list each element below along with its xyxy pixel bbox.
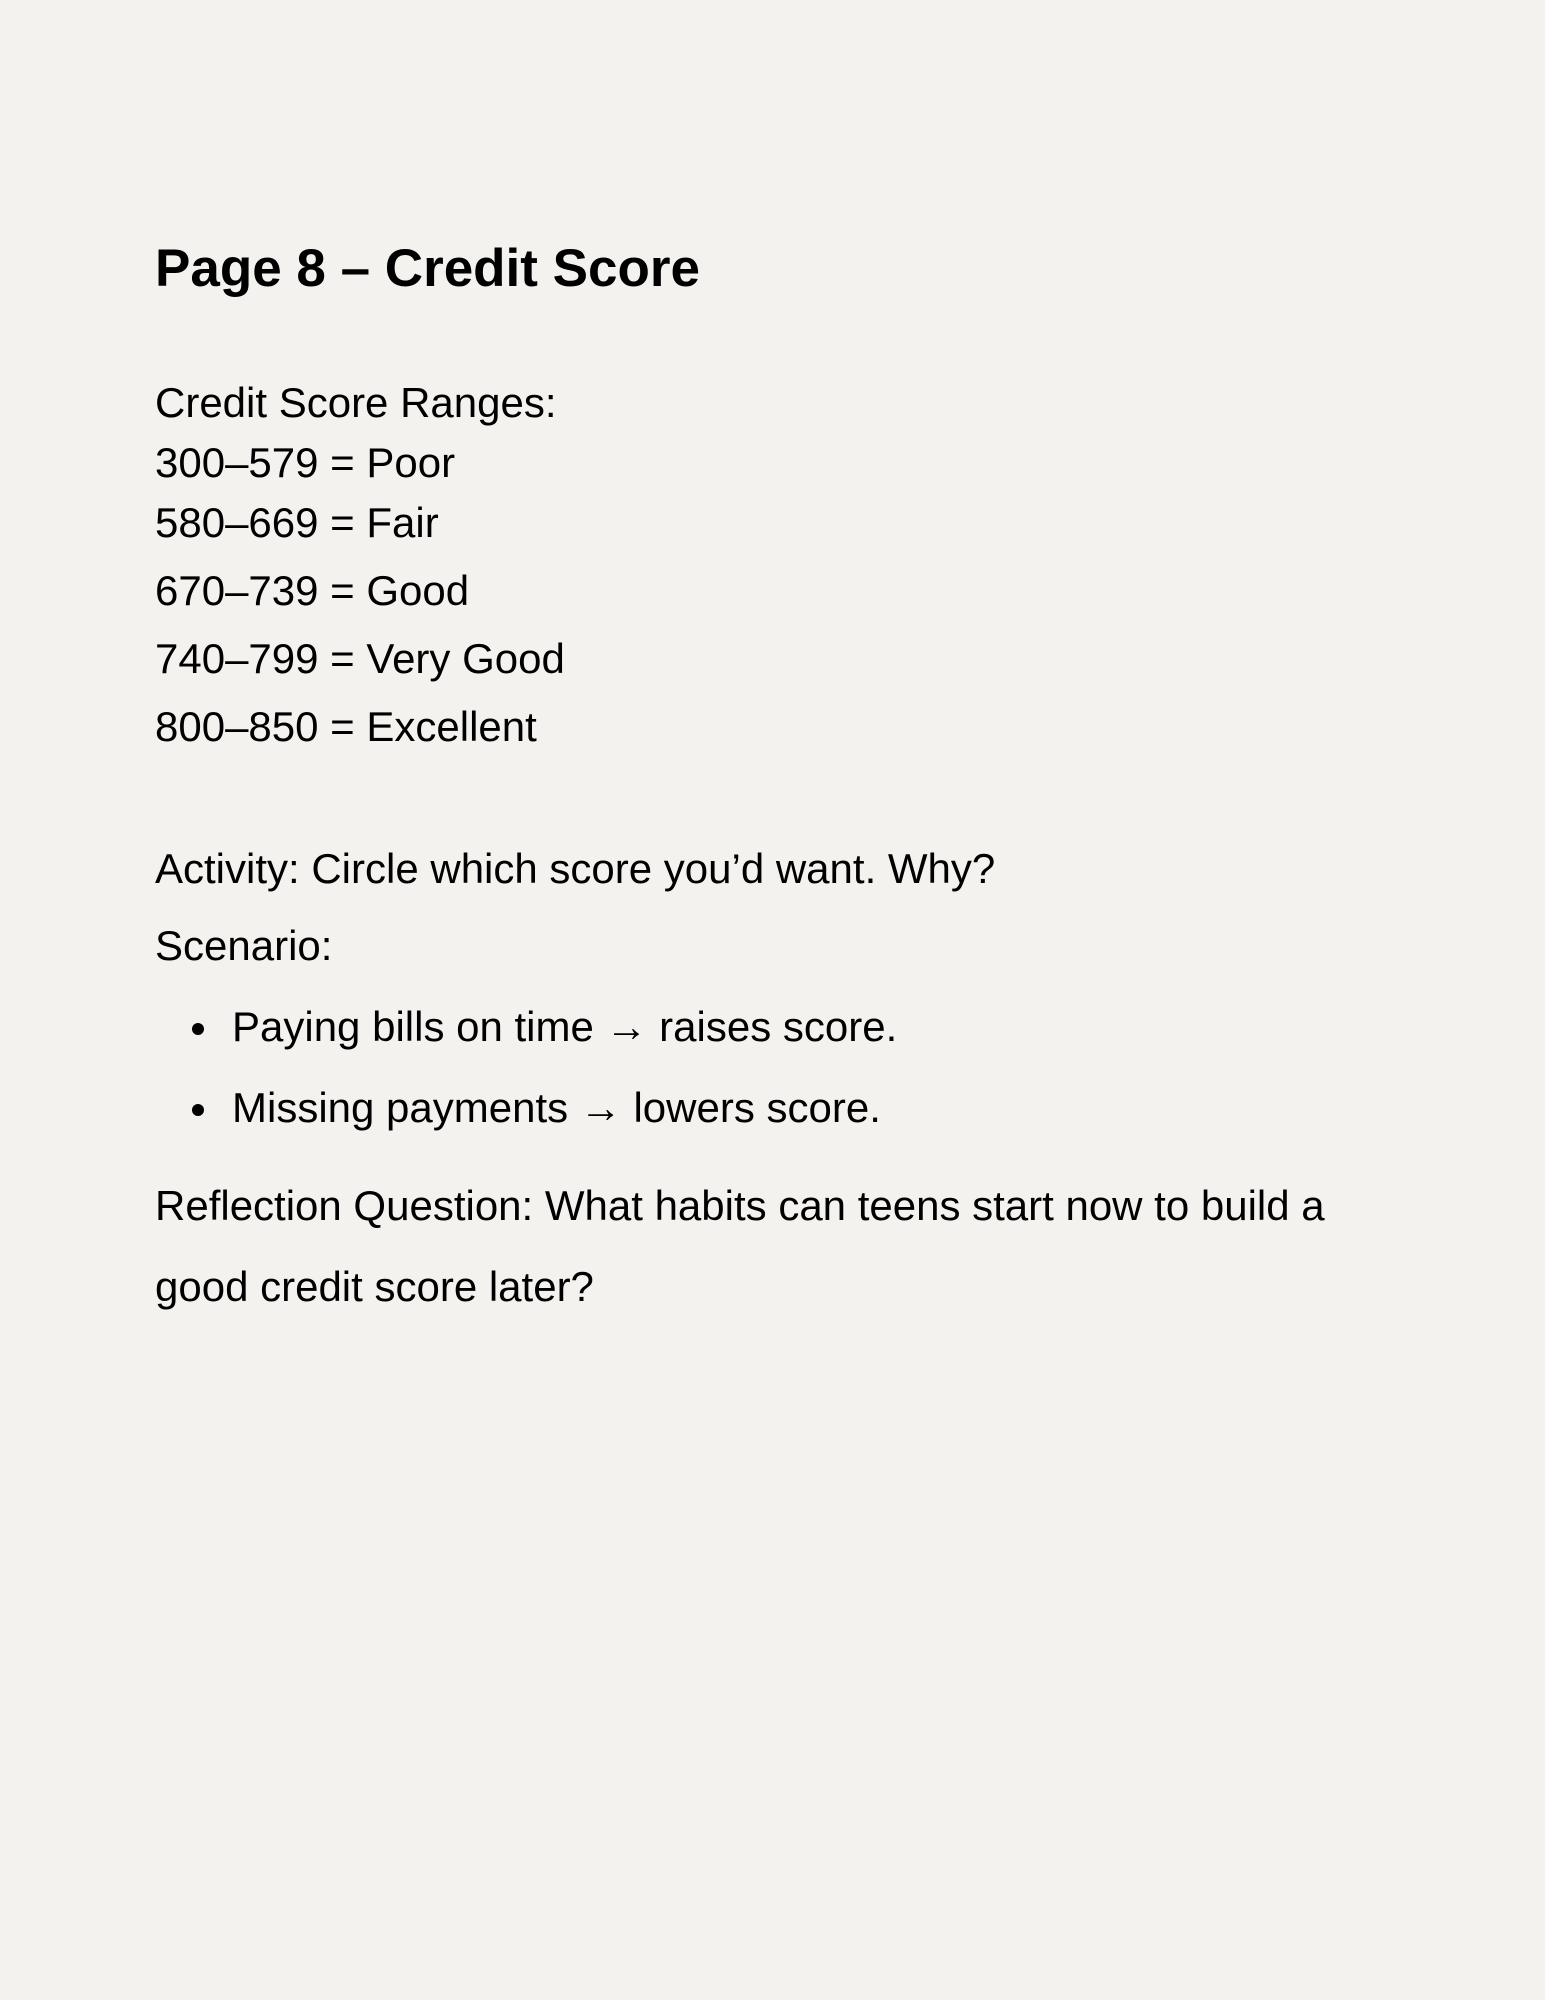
reflection-question: Reflection Question: What habits can teens start now to build a good credit score later?	[155, 1182, 1325, 1310]
bullet-icon	[192, 1104, 204, 1116]
page-content	[155, 238, 1415, 1327]
range-poor: 300–579 = Poor	[155, 439, 456, 486]
range-fair: 580–669 = Fair	[155, 499, 439, 546]
range-very-good: 740–799 = Very Good	[155, 635, 565, 682]
list-item	[155, 1084, 1415, 1132]
list-item	[155, 1003, 1415, 1051]
list-item-text: Paying bills on time → raises score.	[232, 1003, 898, 1050]
list-item-text: Missing payments → lowers score.	[232, 1084, 881, 1131]
ranges-heading: Credit Score Ranges:	[155, 379, 557, 426]
range-excellent: 800–850 = Excellent	[155, 703, 537, 750]
activity-prompt: Activity: Circle which score you’d want. Why?	[155, 845, 996, 892]
scenario-heading: Scenario:	[155, 922, 333, 969]
range-good: 670–739 = Good	[155, 567, 470, 614]
bullet-icon	[192, 1023, 204, 1035]
scenario-list	[155, 1003, 1415, 1132]
page-title: Page 8 – Credit Score	[155, 239, 700, 298]
